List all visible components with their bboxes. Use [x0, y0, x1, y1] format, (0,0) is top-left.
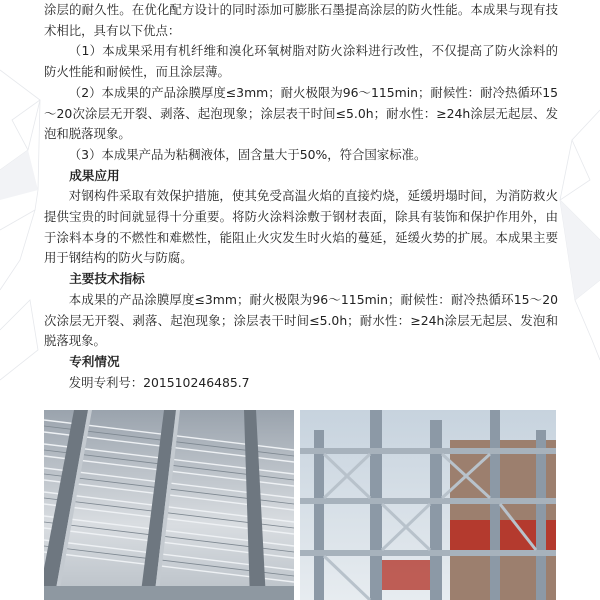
paragraph-patent: 发明专利号：201510246485.7	[68, 374, 250, 390]
section-heading-patent: 专利情况	[69, 353, 120, 369]
document-body	[44, 0, 558, 393]
photo-steel-deck-ceiling	[44, 410, 294, 600]
section-heading-application: 成果应用	[69, 167, 120, 183]
paragraph-intro-continued: 涂层的耐久性。在优化配方设计的同时添加可膨胀石墨提高涂层的防火性能。本成果与现有技术相比，具有以下优点：	[44, 2, 558, 38]
photo-steel-frame-structure	[300, 410, 556, 600]
advantage-item-1: （1）本成果采用有机纤维和溴化环氧树脂对防火涂料进行改性，不仅提高了防火涂料的防火性能和耐候性，而且涂层薄。	[44, 43, 558, 80]
paragraph-application: 对钢构件采取有效保护措施，使其免受高温火焰的直接灼烧，延缓坍塌时间，为消防救火提供宝贵的时间就显得十分重要。将防火涂料涂敷于钢材表面，除具有装饰和保护作用外，由于涂料本身的不燃性和难燃性，能阻止火灾发生时火焰的蔓延，延缓火势的扩展。本成果主要用于钢结构的防火与防腐。	[44, 188, 558, 266]
advantage-item-2: （2）本成果的产品涂膜厚度≤3mm；耐火极限为96～115min；耐候性：耐冷热循环15～20次涂层无开裂、剥落、起泡现象；涂层表干时间≤5.0h；耐水性：≥24h涂层无起层、发泡和脱落现象。	[44, 84, 558, 142]
paragraph-indicators: 本成果的产品涂膜厚度≤3mm；耐火极限为96～115min；耐候性：耐冷热循环15～20次涂层无开裂、剥落、起泡现象；涂层表干时间≤5.0h；耐水性：≥24h涂层无起层、发泡和脱落现象。	[44, 291, 558, 349]
section-heading-indicators: 主要技术指标	[69, 271, 145, 287]
photo-strip	[44, 410, 556, 600]
advantage-item-3: （3）本成果产品为粘稠液体，固含量大于50%，符合国家标准。	[68, 146, 427, 162]
